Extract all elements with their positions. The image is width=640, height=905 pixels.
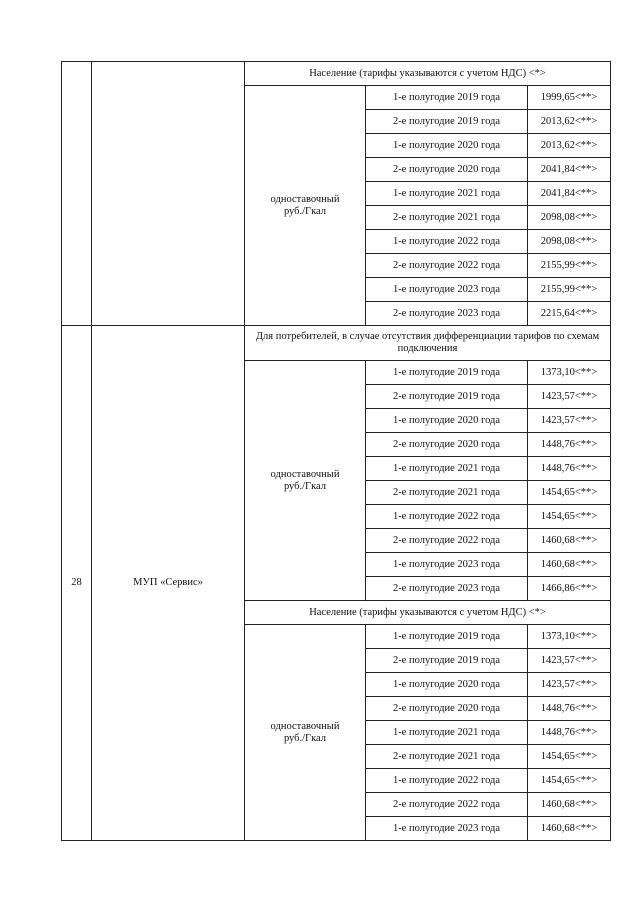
rate-unit: руб./Гкал [283, 205, 327, 217]
value-cell: 1448,76<**> [528, 721, 611, 745]
value-cell: 1460,68<**> [528, 553, 611, 577]
rate-type-cell [245, 361, 366, 601]
value-cell: 2215,64<**> [528, 302, 611, 326]
value-cell: 1460,68<**> [528, 793, 611, 817]
value-cell: 1373,10<**> [528, 361, 611, 385]
period-cell: 1-е полугодие 2023 года [366, 817, 528, 841]
period-cell: 2-е полугодие 2021 года [366, 481, 528, 505]
rate-type: одноставочный [270, 193, 340, 205]
rate-type-cell [245, 625, 366, 841]
period-cell: 2-е полугодие 2019 года [366, 385, 528, 409]
value-cell: 2013,62<**> [528, 134, 611, 158]
value-cell: 1423,57<**> [528, 385, 611, 409]
period-cell: 1-е полугодие 2019 года [366, 86, 528, 110]
value-cell: 1423,57<**> [528, 649, 611, 673]
rate-unit: руб./Гкал [283, 480, 327, 492]
group-header-row [62, 62, 611, 86]
value-cell: 1454,65<**> [528, 769, 611, 793]
value-cell: 1460,68<**> [528, 529, 611, 553]
value-cell: 2098,08<**> [528, 206, 611, 230]
rate-unit: руб./Гкал [283, 732, 327, 744]
value-cell: 2041,84<**> [528, 158, 611, 182]
period-cell: 2-е полугодие 2022 года [366, 793, 528, 817]
period-cell: 1-е полугодие 2023 года [366, 553, 528, 577]
value-cell: 1373,10<**> [528, 625, 611, 649]
period-cell: 1-е полугодие 2022 года [366, 505, 528, 529]
value-cell: 2013,62<**> [528, 110, 611, 134]
period-cell: 1-е полугодие 2020 года [366, 409, 528, 433]
prev-org-cell [92, 62, 245, 326]
value-cell: 1448,76<**> [528, 433, 611, 457]
period-cell: 1-е полугодие 2021 года [366, 182, 528, 206]
group-header-row [62, 326, 611, 361]
period-cell: 2-е полугодие 2022 года [366, 254, 528, 278]
org-number-cell: 28 [62, 326, 92, 841]
period-cell: 2-е полугодие 2023 года [366, 577, 528, 601]
period-cell: 1-е полугодие 2019 года [366, 625, 528, 649]
rate-type: одноставочный [270, 468, 340, 480]
period-cell: 1-е полугодие 2021 года [366, 457, 528, 481]
value-cell: 1999,65<**> [528, 86, 611, 110]
group-header-population: Население (тарифы указываются с учетом НДС) <*> [245, 601, 611, 625]
period-cell: 2-е полугодие 2021 года [366, 745, 528, 769]
value-cell: 1460,68<**> [528, 817, 611, 841]
value-cell: 2155,99<**> [528, 278, 611, 302]
group-header-consumers: Для потребителей, в случае отсутствия дифференциации тарифов по схемам подключения [245, 326, 611, 361]
group-header-population: Население (тарифы указываются с учетом НДС) <*> [245, 62, 611, 86]
prev-number-cell [62, 62, 92, 326]
period-cell: 1-е полугодие 2020 года [366, 134, 528, 158]
value-cell: 2041,84<**> [528, 182, 611, 206]
period-cell: 1-е полугодие 2022 года [366, 769, 528, 793]
period-cell: 1-е полугодие 2020 года [366, 673, 528, 697]
period-cell: 2-е полугодие 2019 года [366, 649, 528, 673]
period-cell: 1-е полугодие 2019 года [366, 361, 528, 385]
rate-type-cell [245, 86, 366, 326]
value-cell: 2155,99<**> [528, 254, 611, 278]
period-cell: 2-е полугодие 2022 года [366, 529, 528, 553]
value-cell: 2098,08<**> [528, 230, 611, 254]
tariff-table-container [61, 61, 610, 841]
period-cell: 2-е полугодие 2023 года [366, 302, 528, 326]
period-cell: 1-е полугодие 2021 года [366, 721, 528, 745]
value-cell: 1423,57<**> [528, 409, 611, 433]
period-cell: 2-е полугодие 2020 года [366, 158, 528, 182]
period-cell: 2-е полугодие 2021 года [366, 206, 528, 230]
value-cell: 1448,76<**> [528, 457, 611, 481]
value-cell: 1448,76<**> [528, 697, 611, 721]
rate-type: одноставочный [270, 720, 340, 732]
value-cell: 1454,65<**> [528, 481, 611, 505]
period-cell: 2-е полугодие 2020 года [366, 697, 528, 721]
value-cell: 1466,86<**> [528, 577, 611, 601]
period-cell: 1-е полугодие 2023 года [366, 278, 528, 302]
period-cell: 2-е полугодие 2020 года [366, 433, 528, 457]
value-cell: 1454,65<**> [528, 505, 611, 529]
tariff-table [61, 61, 611, 841]
period-cell: 2-е полугодие 2019 года [366, 110, 528, 134]
value-cell: 1454,65<**> [528, 745, 611, 769]
org-name-cell: МУП «Сервис» [92, 326, 245, 841]
value-cell: 1423,57<**> [528, 673, 611, 697]
period-cell: 1-е полугодие 2022 года [366, 230, 528, 254]
